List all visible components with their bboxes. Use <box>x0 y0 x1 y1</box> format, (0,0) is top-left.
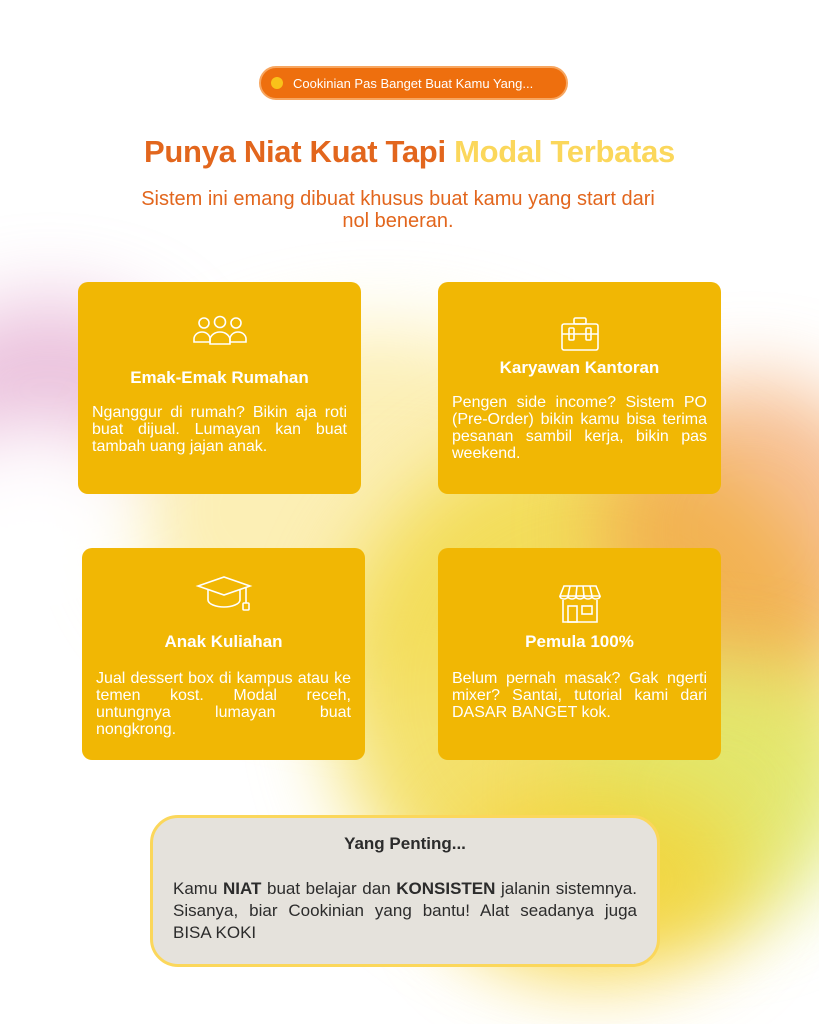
graduation-cap-icon <box>194 574 254 614</box>
audience-badge <box>259 66 568 100</box>
card-title: Pemula 100% <box>525 632 634 651</box>
note-text-segment: Kamu <box>173 879 223 898</box>
card-title: Karyawan Kantoran <box>499 358 660 377</box>
note-text-segment: buat belajar dan <box>261 879 397 898</box>
note-bold-konsisten: KONSISTEN <box>396 879 496 898</box>
card-description: Belum pernah masak? Gak ngerti mixer? Santai, tutorial kami dari DASAR BANGET kok. <box>452 670 707 721</box>
storefront-icon <box>559 584 601 624</box>
badge-label: Cookinian Pas Banget Buat Kamu Yang... <box>293 75 534 91</box>
audience-card-anak-kuliahan <box>82 548 365 760</box>
card-description: Pengen side income? Sistem PO (Pre-Order) bikin kamu bisa terima pesanan sambil kerja, bikin pas weekend. <box>452 394 707 462</box>
page-title <box>0 134 819 170</box>
important-note-box <box>150 815 660 967</box>
badge-dot-icon <box>271 77 283 89</box>
note-text-segment: jalanin sistemnya. Sisanya, biar Cookinian yang bantu! Alat seadanya juga BISA KOKI <box>173 879 637 942</box>
audience-card-emak-emak <box>78 282 361 494</box>
card-description: Nganggur di rumah? Bikin aja roti buat dijual. Lumayan kan buat tambah uang jajan anak. <box>92 404 347 455</box>
card-title: Anak Kuliahan <box>164 632 283 651</box>
card-title: Emak-Emak Rumahan <box>130 368 309 387</box>
note-text <box>173 878 637 944</box>
page-title-part2: Modal Terbatas <box>454 134 675 169</box>
note-title: Yang Penting... <box>344 834 466 853</box>
people-group-icon <box>192 314 248 346</box>
briefcase-icon <box>559 316 601 352</box>
card-description: Jual dessert box di kampus atau ke temen kost. Modal receh, untungnya lumayan buat nongkrong. <box>96 670 351 738</box>
note-bold-niat: NIAT <box>223 879 262 898</box>
page-subtitle: Sistem ini emang dibuat khusus buat kamu yang start dari nol beneran. <box>141 188 655 232</box>
audience-card-karyawan <box>438 282 721 494</box>
audience-card-pemula <box>438 548 721 760</box>
page-title-part1: Punya Niat Kuat Tapi <box>144 134 455 169</box>
